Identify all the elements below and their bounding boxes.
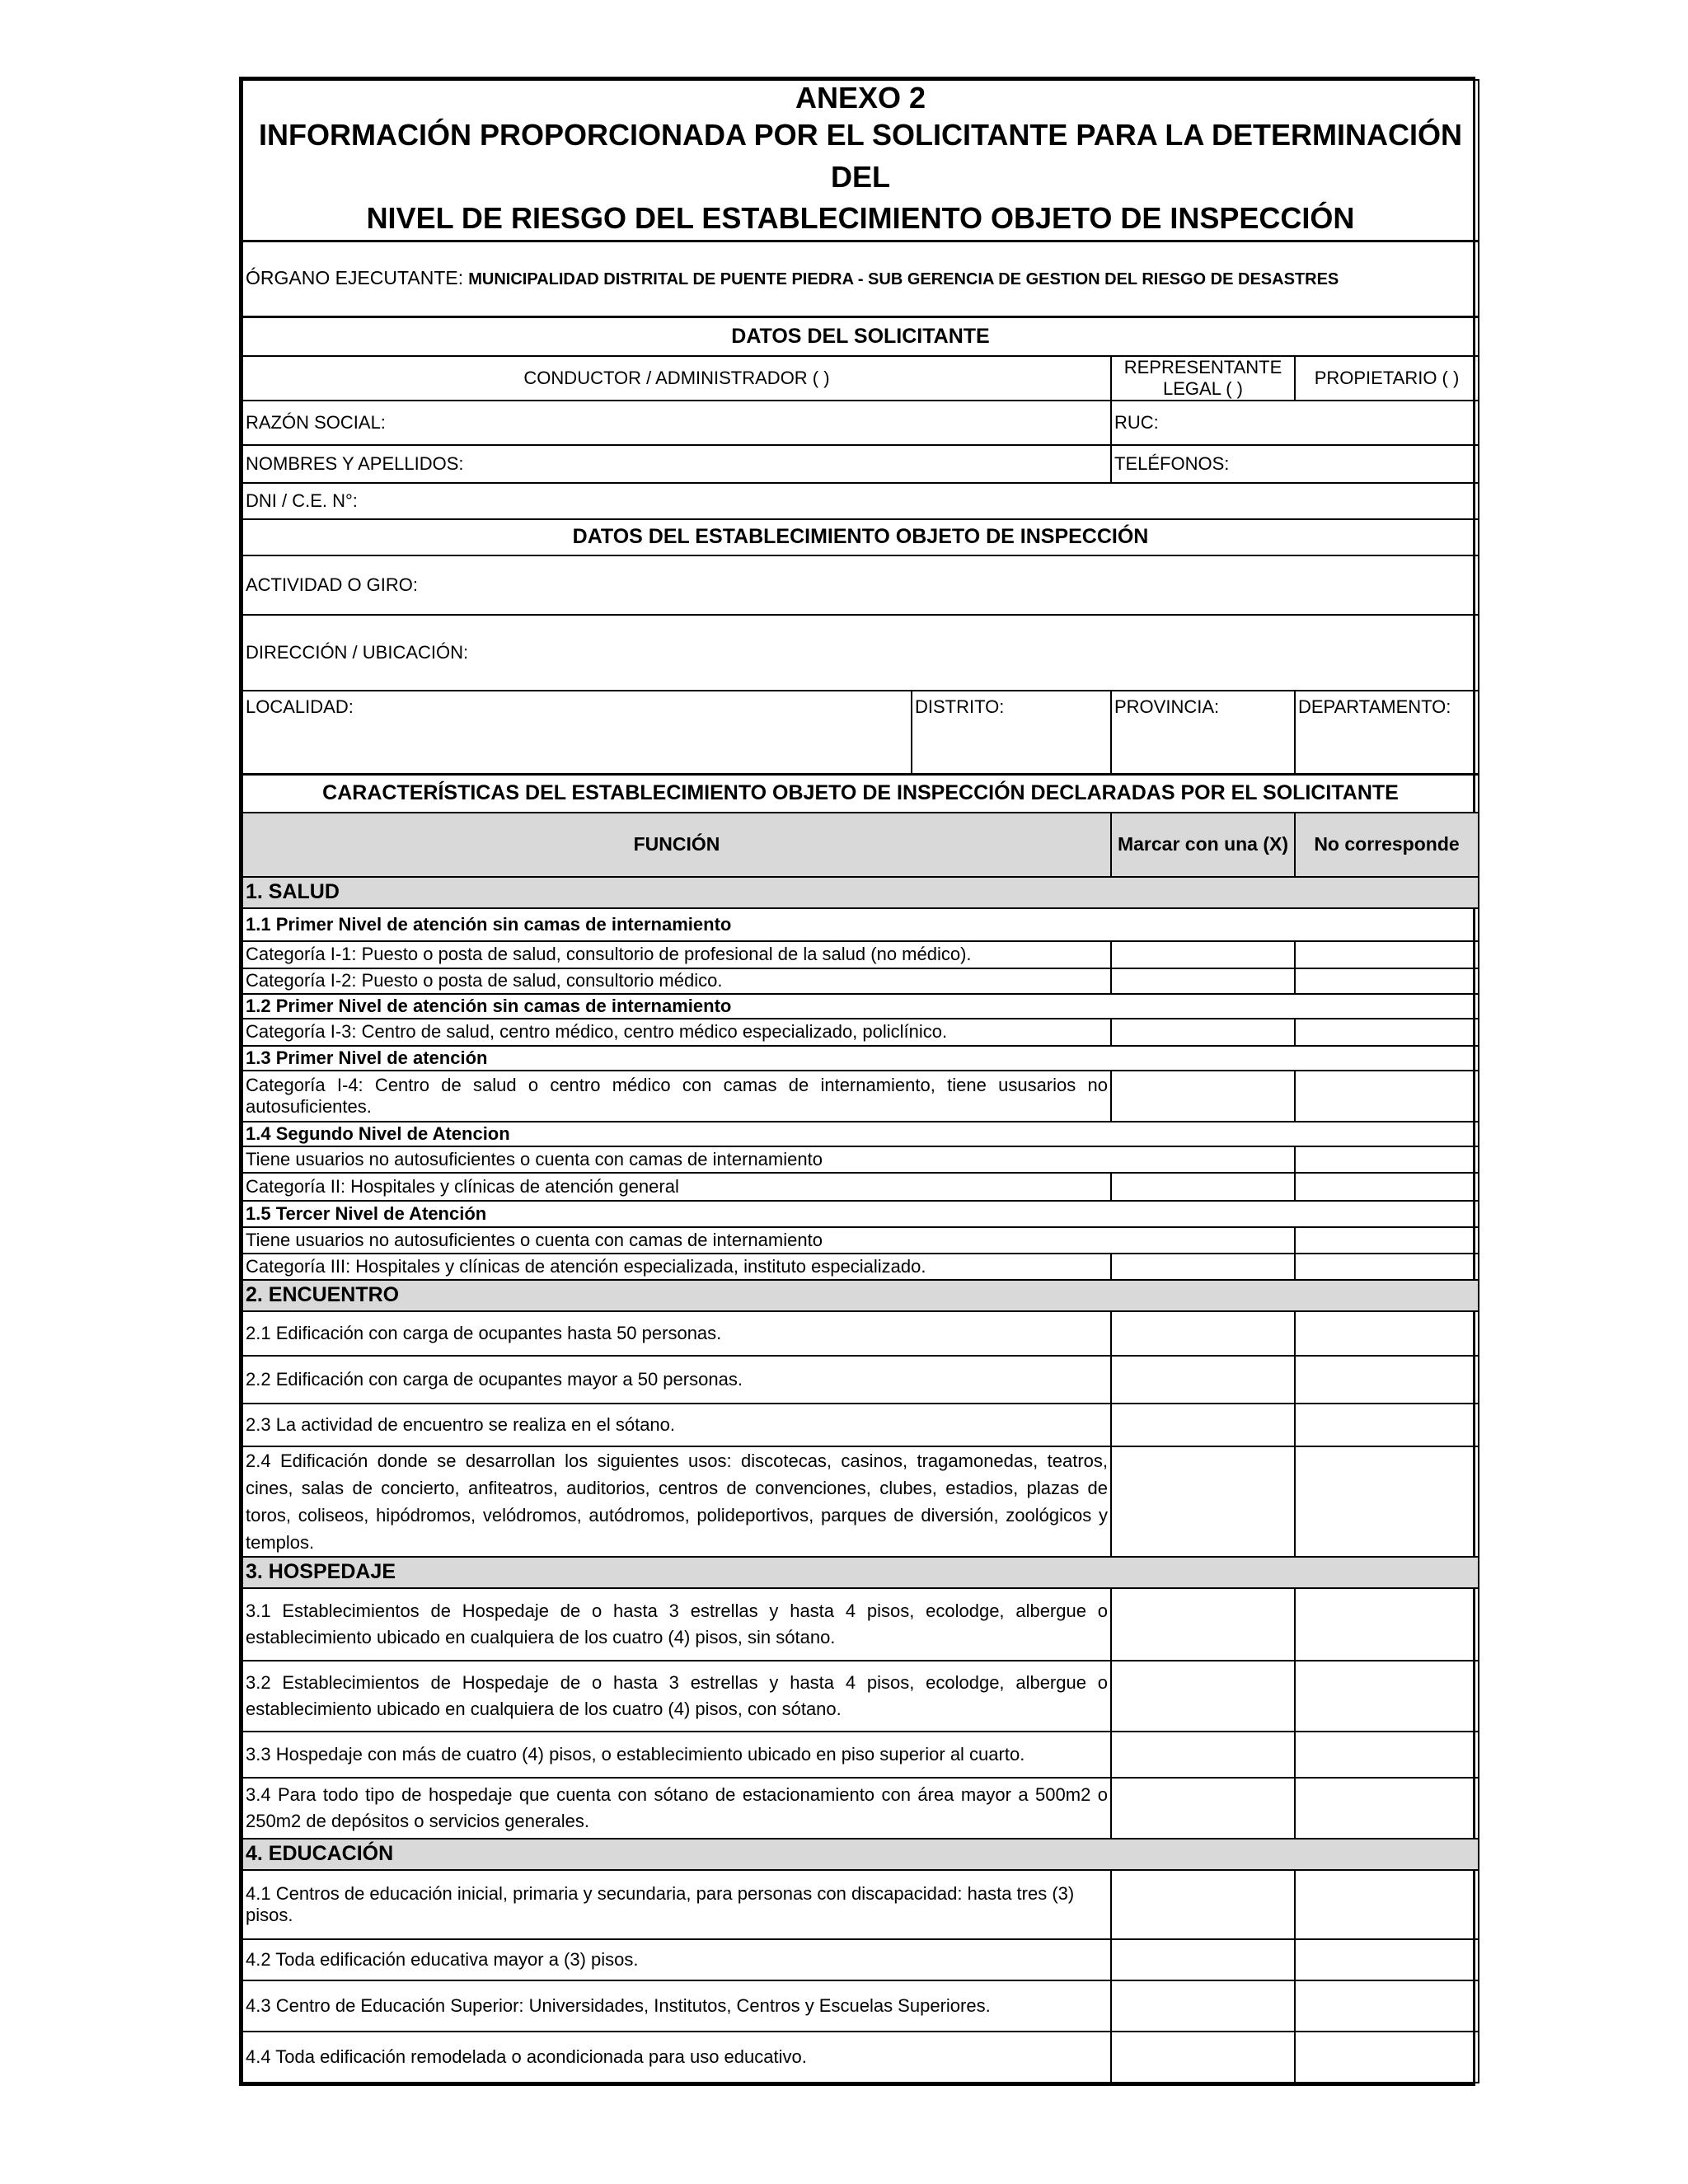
item-4-1-label: 4.1 Centros de educación inicial, primaria y secundaria, para personas con discapacidad: hasta tres (3) pisos. (242, 1870, 1111, 1939)
item-2-2-na[interactable] (1295, 1356, 1479, 1404)
col-marcar-header: Marcar con una (X) (1111, 813, 1295, 877)
item-cat-ii-na[interactable] (1295, 1173, 1479, 1201)
item-cat-i1-mark[interactable] (1111, 941, 1295, 968)
subsection-1-4-na[interactable] (1295, 1146, 1479, 1173)
item-4-3-label: 4.3 Centro de Educación Superior: Universidades, Institutos, Centros y Escuelas Superiores. (242, 1980, 1111, 2032)
subsection-1-1: 1.1 Primer Nivel de atención sin camas de internamiento (242, 908, 1479, 941)
item-cat-i1-na[interactable] (1295, 941, 1479, 968)
role-conductor-checkbox[interactable]: CONDUCTOR / ADMINISTRADOR ( ) (242, 356, 1111, 401)
item-3-2-label: 3.2 Establecimientos de Hospedaje de o hasta 3 estrellas y hasta 4 pisos, ecolodge, albergue o establecimiento ubicado en cualquiera de los cuatro (4) pisos, con sótano. (242, 1661, 1111, 1732)
item-4-3-mark[interactable] (1111, 1980, 1295, 2032)
dni-field[interactable]: DNI / C.E. N°: (242, 483, 1479, 519)
item-2-1-label: 2.1 Edificación con carga de ocupantes hasta 50 personas. (242, 1311, 1111, 1356)
role-representante-checkbox[interactable]: REPRESENTANTE LEGAL ( ) (1111, 356, 1295, 401)
razon-social-field[interactable]: RAZÓN SOCIAL: (242, 401, 1111, 445)
item-2-2-mark[interactable] (1111, 1356, 1295, 1404)
subsection-1-4-note: Tiene usuarios no autosuficientes o cuenta con camas de internamiento (242, 1146, 1295, 1173)
subsection-1-3: 1.3 Primer Nivel de atención (242, 1046, 1479, 1071)
annex-2-form (239, 77, 1475, 2086)
item-4-3-na[interactable] (1295, 1980, 1479, 2032)
item-cat-ii-mark[interactable] (1111, 1173, 1295, 1201)
ruc-field[interactable]: RUC: (1111, 401, 1479, 445)
item-cat-iii-na[interactable] (1295, 1254, 1479, 1280)
section-salud: 1. SALUD (242, 877, 1479, 908)
role-propietario-checkbox[interactable]: PROPIETARIO ( ) (1295, 356, 1479, 401)
item-cat-i3-label: Categoría I-3: Centro de salud, centro médico, centro médico especializado, policlínico. (242, 1019, 1111, 1046)
item-cat-i1-label: Categoría I-1: Puesto o posta de salud, consultorio de profesional de la salud (no médico). (242, 941, 1111, 968)
subsection-1-2: 1.2 Primer Nivel de atención sin camas de internamiento (242, 994, 1479, 1019)
item-3-2-na[interactable] (1295, 1661, 1479, 1732)
item-cat-i4-na[interactable] (1295, 1071, 1479, 1122)
departamento-field[interactable]: DEPARTAMENTO: (1295, 691, 1479, 775)
item-3-4-mark[interactable] (1111, 1778, 1295, 1839)
subsection-1-4: 1.4 Segundo Nivel de Atencion (242, 1122, 1479, 1146)
establecimiento-header: DATOS DEL ESTABLECIMIENTO OBJETO DE INSPECCIÓN (242, 519, 1479, 555)
item-3-3-na[interactable] (1295, 1732, 1479, 1778)
section-educacion: 4. EDUCACIÓN (242, 1839, 1479, 1870)
item-4-1-na[interactable] (1295, 1870, 1479, 1939)
item-3-3-label: 3.3 Hospedaje con más de cuatro (4) pisos, o establecimiento ubicado en piso superior al cuarto. (242, 1732, 1111, 1778)
subsection-1-5: 1.5 Tercer Nivel de Atención (242, 1201, 1479, 1227)
telefonos-field[interactable]: TELÉFONOS: (1111, 445, 1479, 483)
item-2-4-na[interactable] (1295, 1446, 1479, 1557)
item-cat-i2-label: Categoría I-2: Puesto o posta de salud, consultorio médico. (242, 968, 1111, 994)
item-cat-i2-na[interactable] (1295, 968, 1479, 994)
item-4-4-mark[interactable] (1111, 2032, 1295, 2083)
item-cat-i4-mark[interactable] (1111, 1071, 1295, 1122)
item-4-4-na[interactable] (1295, 2032, 1479, 2083)
organo-value: MUNICIPALIDAD DISTRITAL DE PUENTE PIEDRA - SUB GERENCIA DE GESTION DEL RIESGO DE DESASTRES (468, 270, 1339, 289)
item-cat-i4-label: Categoría I-4: Centro de salud o centro médico con camas de internamiento, tiene ususarios no autosuficientes. (242, 1071, 1111, 1122)
item-4-2-mark[interactable] (1111, 1939, 1295, 1980)
distrito-field[interactable]: DISTRITO: (912, 691, 1111, 775)
direccion-field[interactable]: DIRECCIÓN / UBICACIÓN: (242, 615, 1479, 691)
item-cat-iii-label: Categoría III: Hospitales y clínicas de atención especializada, instituto especializado. (242, 1254, 1111, 1280)
solicitante-header: DATOS DEL SOLICITANTE (242, 316, 1479, 356)
col-funcion-header: FUNCIÓN (242, 813, 1111, 877)
annex-subtitle-line1: INFORMACIÓN PROPORCIONADA POR EL SOLICITANTE PARA LA DETERMINACIÓN DEL (259, 118, 1463, 194)
item-3-2-mark[interactable] (1111, 1661, 1295, 1732)
item-2-4-label: 2.4 Edificación donde se desarrollan los siguientes usos: discotecas, casinos, tragamonedas, teatros, cines, salas de concierto, anfiteatros, auditorios, centros de convenciones, clubes, estadios, plazas de toros, coliseos, hipódromos, velódromos, autódromos, polideportivos, parques de diversión, zoológicos y templos. (242, 1446, 1111, 1557)
item-3-4-na[interactable] (1295, 1778, 1479, 1839)
item-2-1-mark[interactable] (1111, 1311, 1295, 1356)
item-3-1-na[interactable] (1295, 1588, 1479, 1661)
form-title-block (242, 80, 1479, 241)
item-2-3-na[interactable] (1295, 1404, 1479, 1446)
item-2-3-label: 2.3 La actividad de encuentro se realiza en el sótano. (242, 1404, 1111, 1446)
item-cat-iii-mark[interactable] (1111, 1254, 1295, 1280)
item-3-4-label: 3.4 Para todo tipo de hospedaje que cuenta con sótano de estacionamiento con área mayor a 500m2 o 250m2 de depósitos o servicios generales. (242, 1778, 1111, 1839)
item-2-1-na[interactable] (1295, 1311, 1479, 1356)
section-hospedaje: 3. HOSPEDAJE (242, 1557, 1479, 1588)
item-4-2-na[interactable] (1295, 1939, 1479, 1980)
subsection-1-5-na[interactable] (1295, 1227, 1479, 1254)
item-cat-i3-na[interactable] (1295, 1019, 1479, 1046)
form-table (241, 79, 1479, 2083)
item-3-1-mark[interactable] (1111, 1588, 1295, 1661)
section-encuentro: 2. ENCUENTRO (242, 1280, 1479, 1311)
item-4-4-label: 4.4 Toda edificación remodelada o acondicionada para uso educativo. (242, 2032, 1111, 2083)
item-3-3-mark[interactable] (1111, 1732, 1295, 1778)
item-cat-i2-mark[interactable] (1111, 968, 1295, 994)
item-4-2-label: 4.2 Toda edificación educativa mayor a (3) pisos. (242, 1939, 1111, 1980)
subsection-1-5-note: Tiene usuarios no autosuficientes o cuenta con camas de internamiento (242, 1227, 1295, 1254)
actividad-field[interactable]: ACTIVIDAD O GIRO: (242, 555, 1479, 615)
organo-ejecutante-row (242, 241, 1479, 316)
item-cat-i3-mark[interactable] (1111, 1019, 1295, 1046)
caracteristicas-header: CARACTERÍSTICAS DEL ESTABLECIMIENTO OBJETO DE INSPECCIÓN DECLARADAS POR EL SOLICITANTE (242, 775, 1479, 813)
item-2-2-label: 2.2 Edificación con carga de ocupantes mayor a 50 personas. (242, 1356, 1111, 1404)
item-3-1-label: 3.1 Establecimientos de Hospedaje de o hasta 3 estrellas y hasta 4 pisos, ecolodge, albergue o establecimiento ubicado en cualquiera de los cuatro (4) pisos, sin sótano. (242, 1588, 1111, 1661)
item-cat-ii-label: Categoría II: Hospitales y clínicas de atención general (242, 1173, 1111, 1201)
col-no-corresponde-header: No corresponde (1295, 813, 1479, 877)
item-2-4-mark[interactable] (1111, 1446, 1295, 1557)
provincia-field[interactable]: PROVINCIA: (1111, 691, 1295, 775)
annex-title: ANEXO 2 (795, 81, 926, 115)
annex-subtitle-line2: NIVEL DE RIESGO DEL ESTABLECIMIENTO OBJETO DE INSPECCIÓN (366, 201, 1355, 236)
item-2-3-mark[interactable] (1111, 1404, 1295, 1446)
item-4-1-mark[interactable] (1111, 1870, 1295, 1939)
organo-label: ÓRGANO EJECUTANTE: (246, 267, 464, 289)
localidad-field[interactable]: LOCALIDAD: (242, 691, 912, 775)
nombres-field[interactable]: NOMBRES Y APELLIDOS: (242, 445, 1111, 483)
